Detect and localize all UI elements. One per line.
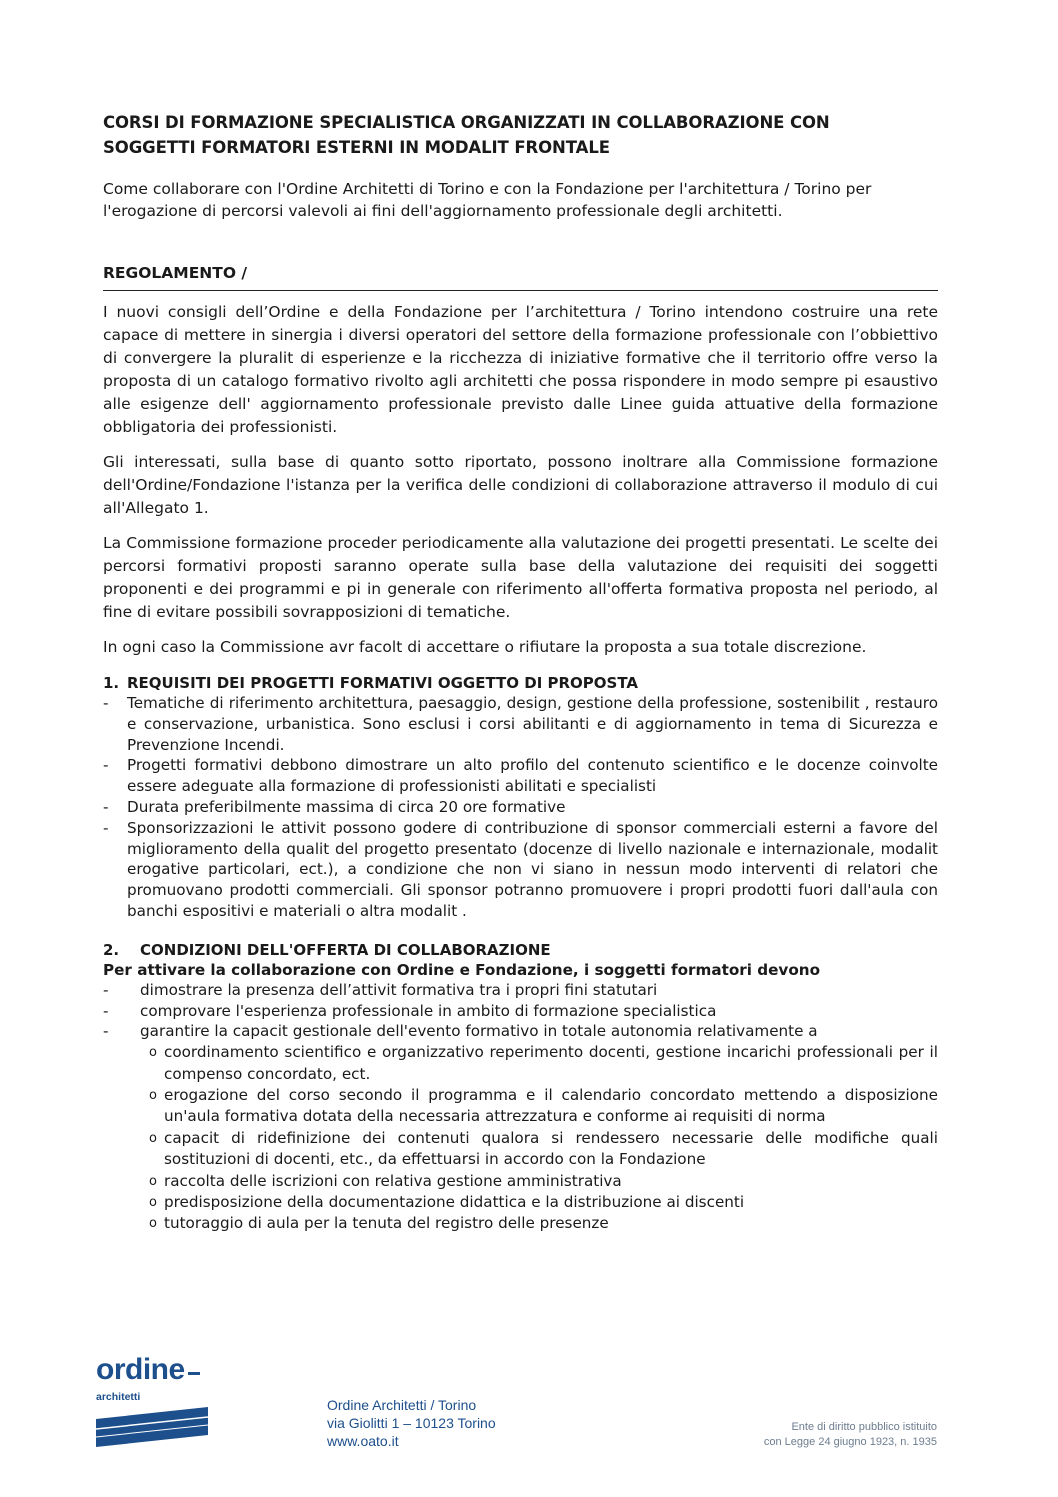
dash-bullet-icon: - xyxy=(103,818,109,837)
capacita-sublist xyxy=(149,1042,938,1235)
sublist-item-text: erogazione del corso secondo il programma e il calendario concordato mettendo a disposizione un'aula formativa dotata della necessaria attrezzatura e conforme ai requisiti di norma xyxy=(164,1085,938,1126)
section-1-number: 1. xyxy=(103,674,120,692)
dash-bullet-icon: - xyxy=(103,1001,109,1020)
ordine-logo xyxy=(96,1355,208,1447)
sublist-item xyxy=(149,1042,938,1085)
address-line-1: Ordine Architetti / Torino xyxy=(327,1397,477,1413)
section-2-lead: Per attivare la collaborazione con Ordine e Fondazione, i soggetti formatori devono xyxy=(103,960,821,979)
address-line-2: via Giolitti 1 – 10123 Torino xyxy=(327,1415,496,1431)
sublist-item xyxy=(149,1213,938,1234)
list-item xyxy=(103,693,938,755)
list-item xyxy=(103,980,938,1001)
section-requisiti xyxy=(103,673,938,922)
condizioni-list xyxy=(103,980,938,1042)
logo-word: ordine xyxy=(96,1353,185,1386)
paragraph-4: In ogni caso la Commissione avr facolt di accettare o rifiutare la proposta a sua totale discrezione. xyxy=(103,638,867,656)
logo-wordmark xyxy=(96,1355,208,1385)
circle-bullet-icon: o xyxy=(149,1087,157,1103)
list-item xyxy=(103,755,938,797)
list-item-text: comprovare l'esperienza professionale in ambito di formazione specialistica xyxy=(140,1001,717,1020)
paragraph-3: La Commissione formazione proceder periodicamente alla valutazione dei progetti presentati. Le scelte dei percorsi formativi proposti saranno operate sulla base della valutazione dei requisiti dei soggetti proponenti e dei programmi e pi in generale con riferimento all'offerta formativa proposta nel periodo, al fine di evitare possibili sovrapposizioni di tematiche. xyxy=(103,534,938,621)
footer-legal-note xyxy=(764,1420,937,1450)
circle-bullet-icon: o xyxy=(149,1216,157,1232)
sublist-item-text: capacit di ridefinizione dei contenuti qualora si rendessero necessarie delle modifiche quali sostituzioni di docenti, etc., da effettuarsi in accordo con la Fondazione xyxy=(164,1128,938,1169)
dash-bullet-icon: - xyxy=(103,980,109,999)
dash-bullet-icon: - xyxy=(103,756,109,775)
section-2-title: CONDIZIONI DELL'OFFERTA DI COLLABORAZIONE xyxy=(140,940,551,959)
list-item xyxy=(103,797,938,818)
title-line-2: SOGGETTI FORMATORI ESTERNI IN MODALIT FRONTALE xyxy=(103,138,610,157)
sublist-item xyxy=(149,1128,938,1171)
list-item xyxy=(103,818,938,922)
dash-bullet-icon: - xyxy=(103,694,109,712)
title-line-1: CORSI DI FORMAZIONE SPECIALISTICA ORGANIZZATI IN COLLABORAZIONE CON xyxy=(103,113,830,132)
footer-address xyxy=(327,1396,496,1450)
intro-text: Come collaborare con l'Ordine Architetti di Torino e con la Fondazione per l'architettura / Torino per l'erogazione di percorsi valevoli ai fini dell'aggiornamento professionale degli architetti. xyxy=(103,180,872,220)
sublist-item xyxy=(149,1192,938,1213)
list-item-text: garantire la capacit gestionale dell'evento formativo in totale autonomia relativamente a xyxy=(140,1022,818,1041)
sublist-item-text: coordinamento scientifico e organizzativo reperimento docenti, gestione incarichi professionali per il compenso concordato, ect. xyxy=(164,1043,938,1083)
logo-subtitle: architetti xyxy=(96,1391,141,1403)
section-1-title: REQUISITI DEI PROGETTI FORMATIVI OGGETTO DI PROPOSTA xyxy=(127,674,639,692)
legal-line-1: Ente di diritto pubblico istituito xyxy=(791,1421,937,1433)
requisiti-list xyxy=(103,693,938,922)
dash-bullet-icon: - xyxy=(103,1022,109,1041)
logo-graphic-icon xyxy=(96,1407,208,1447)
sublist-item-text: raccolta delle iscrizioni con relativa gestione amministrativa xyxy=(164,1171,622,1190)
sublist-item-text: tutoraggio di aula per la tenuta del registro delle presenze xyxy=(164,1214,609,1233)
circle-bullet-icon: o xyxy=(149,1173,157,1189)
logo-bar xyxy=(188,1372,200,1375)
list-item-text: Sponsorizzazioni le attivit possono godere di contribuzione di sponsor commerciali esterni a favore del miglioramento della qualit del progetto presentato (docenze di livello nazionale e internazionale, modalit erogative particolari, ect.), a condizione che non vi siano in nessun modo interventi di relatori che promuovano prodotti commerciali. Gli sponsor potranno promuovere i propri prodotti fuori dall'aula con banchi espositivi e materiali o altra modalit . xyxy=(127,818,938,920)
list-item-text: Tematiche di riferimento architettura, paesaggio, design, gestione della professione, sostenibilit , restauro e conservazione, urbanistica. Sono esclusi i corsi abilitanti e di aggiornamento in tema di Sicurezza e Prevenzione Incendi. xyxy=(127,694,938,754)
paragraph-1: I nuovi consigli dell’Ordine e della Fondazione per l’architettura / Torino intendono costruire una rete capace di mettere in sinergia i diversi operatori del settore della formazione professionale con l’obbiettivo di convergere la pluralit di esperienze e la ricchezza di iniziative formative che il territorio offre verso la proposta di un catalogo formativo rivolto agli architetti che possa rispondere in modo sempre pi esaustivo alle esigenze dell' aggiornamento professionale previsto dalle Linee guida attuative della formazione obbligatoria dei professionisti. xyxy=(103,303,938,436)
dash-bullet-icon: - xyxy=(103,797,109,816)
sublist-item xyxy=(149,1085,938,1128)
address-website: www.oato.it xyxy=(327,1433,399,1449)
regolamento-heading: REGOLAMENTO / xyxy=(103,262,938,291)
section-1-heading xyxy=(103,673,938,693)
sublist-item-text: predisposizione della documentazione didattica e la distribuzione ai discenti xyxy=(164,1193,745,1211)
paragraph-2: Gli interessati, sulla base di quanto sotto riportato, possono inoltrare alla Commissione formazione dell'Ordine/Fondazione l'istanza per la verifica delle condizioni di collaborazione attraverso il modulo di cui all'Allegato 1. xyxy=(103,453,938,517)
list-item-text: Durata preferibilmente massima di circa 20 ore formative xyxy=(127,797,566,816)
circle-bullet-icon: o xyxy=(149,1195,157,1210)
section-2-heading xyxy=(103,940,938,960)
list-item xyxy=(103,1021,938,1042)
sublist-item xyxy=(149,1171,938,1192)
circle-bullet-icon: o xyxy=(149,1045,157,1061)
list-item-text: dimostrare la presenza dell’attivit formativa tra i propri fini statutari xyxy=(140,980,658,999)
circle-bullet-icon: o xyxy=(149,1130,157,1146)
list-item xyxy=(103,1001,938,1022)
document-body xyxy=(103,110,938,1235)
list-item-text: Progetti formativi debbono dimostrare un alto profilo del contenuto scientifico e le docenze coinvolte essere adeguate alla formazione di professionisti abilitati e specialisti xyxy=(127,756,938,796)
legal-line-2: con Legge 24 giugno 1923, n. 1935 xyxy=(763,1436,937,1448)
page-title xyxy=(103,110,938,160)
section-condizioni xyxy=(103,940,938,1235)
section-2-number: 2. xyxy=(103,940,120,959)
